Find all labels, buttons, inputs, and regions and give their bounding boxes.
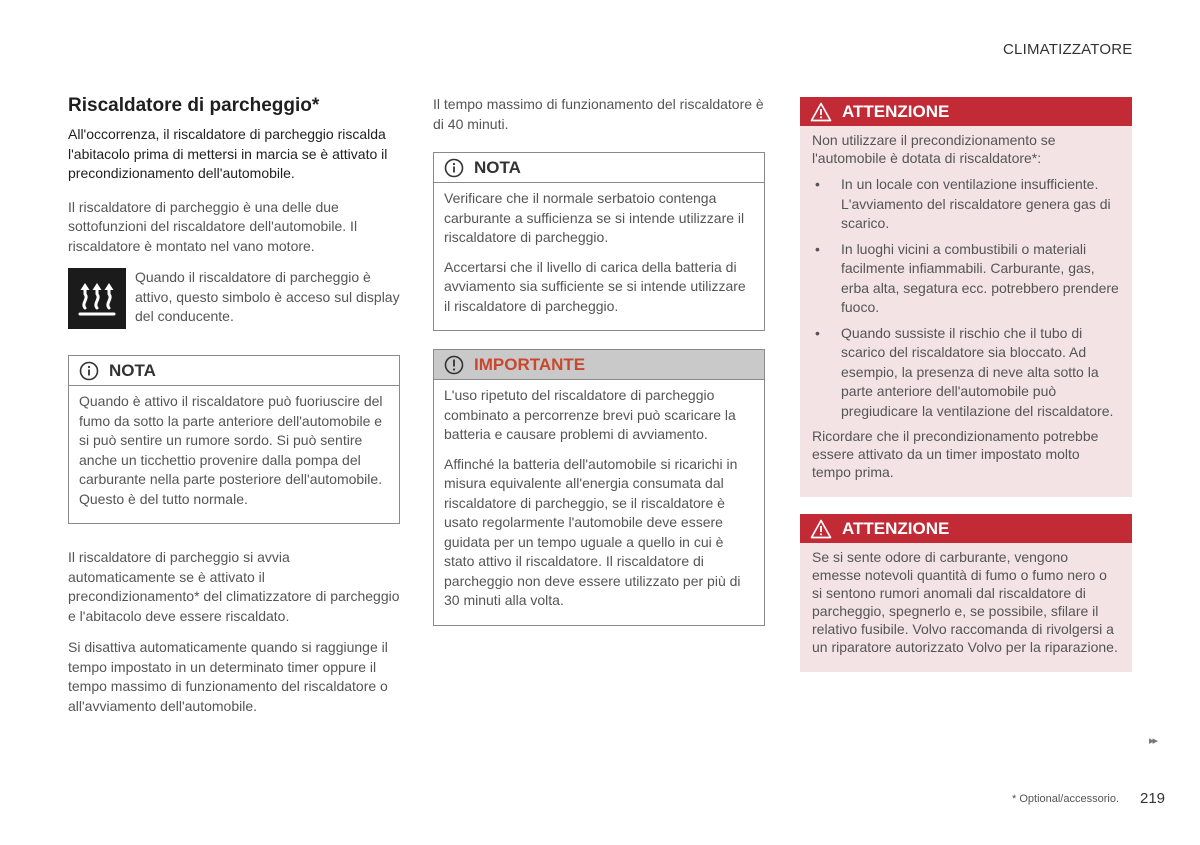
nota-label: NOTA xyxy=(474,157,521,177)
warning-text: Se si sente odore di carburante, vengono emesse notevoli quantità di fumo o fumo nero o si sentono rumori anomali dal riscaldatore di parcheggio, spegnerlo e, se possibile, sfilare il relativo fusibile. Volvo raccomanda di rivolgersi a un riparatore autorizzato Volvo per la riparazione. xyxy=(812,549,1118,655)
column-middle xyxy=(433,95,765,640)
warning-triangle-icon xyxy=(810,519,832,539)
warning-triangle-icon xyxy=(810,102,832,122)
symbol-row xyxy=(68,268,400,329)
column-right xyxy=(800,97,1132,686)
column-left xyxy=(68,93,400,728)
heater-symbol-icon xyxy=(68,268,126,329)
list-item: • Quando sussiste il rischio che il tubo di scarico del riscaldatore sia bloccato. Ad esempio, la presenza di neve alta sotto la parte anteriore dell'automobile può pregiudicare la ventilazione del riscaldatore. xyxy=(815,324,1114,419)
importante-header xyxy=(434,350,764,380)
warning-list xyxy=(812,175,1120,421)
attenzione-box xyxy=(800,514,1132,672)
attenzione-header xyxy=(800,97,1132,126)
list-item: • In un locale con ventilazione insufficiente. L'avviamento del riscaldatore genera gas di scarico. xyxy=(815,176,1111,231)
nota-box xyxy=(68,355,400,524)
attenzione-header xyxy=(800,514,1132,543)
exclamation-icon xyxy=(444,355,464,375)
nota-text: Quando è attivo il riscaldatore può fuoriuscire del fumo da sotto la parte anteriore dell'automobile e si può sentire un rumore sordo. Si può sentire anche un ticchettio provenire dalla pompa del carburante nella parte posteriore dell'automobile. Questo è del tutto normale. xyxy=(79,393,383,507)
importante-label: IMPORTANTE xyxy=(474,354,586,374)
section-title: Riscaldatore di parcheggio* xyxy=(68,95,320,116)
importante-box xyxy=(433,349,765,626)
body-paragraph: Il riscaldatore di parcheggio è una delle due sottofunzioni del riscaldatore dell'automobile. Il riscaldatore è montato nel vano motore. xyxy=(68,198,358,254)
info-icon xyxy=(79,361,99,381)
nota-header xyxy=(434,153,764,183)
symbol-description: Quando il riscaldatore di parcheggio è attivo, questo simbolo è acceso sul display del conducente. xyxy=(135,269,400,324)
nota-header xyxy=(69,356,399,386)
body-paragraph: Il riscaldatore di parcheggio si avvia automaticamente se è attivato il precondizionamento* del climatizzatore di parcheggio e l'abitacolo deve essere riscaldato. xyxy=(68,549,400,624)
list-item: • In luoghi vicini a combustibili o materiali facilmente infiammabili. Carburante, gas, erba alta, segatura ecc. potrebbero prendere fuoco. xyxy=(815,240,1119,315)
nota-box xyxy=(433,152,765,331)
body-paragraph: Si disattiva automaticamente quando si raggiunge il tempo impostato in un determinato timer oppure il tempo massimo di funzionamento del riscaldatore o all'avviamento dell'automobile. xyxy=(68,639,388,714)
attenzione-box xyxy=(800,97,1132,497)
attenzione-label: ATTENZIONE xyxy=(842,518,950,538)
running-header: CLIMATIZZATORE xyxy=(1003,41,1133,58)
nota-text: Accertarsi che il livello di carica della batteria di avviamento sia sufficiente se si intende utilizzare il riscaldatore di parcheggio. xyxy=(444,258,746,314)
importante-text: Affinché la batteria dell'automobile si ricarichi in misura equivalente all'energia consumata dal riscaldatore di parcheggio, se il riscaldatore è usato regolarmente l'automobile deve essere guidata per un tempo uguale a quello in cui è stato attivo il riscaldatore. Il riscaldatore di parcheggio non deve essere utilizzato per più di 30 minuti alla volta. xyxy=(444,455,741,608)
attenzione-label: ATTENZIONE xyxy=(842,101,950,121)
warning-intro: Non utilizzare il precondizionamento se l'automobile è dotata di riscaldatore*: xyxy=(812,132,1056,166)
continue-arrow-icon: ▸▸ xyxy=(1149,735,1157,747)
footnote: * Optional/accessorio. xyxy=(1012,793,1119,805)
info-icon xyxy=(444,158,464,178)
nota-text: Verificare che il normale serbatoio contenga carburante a sufficienza se si intende utilizzare il riscaldatore di parcheggio. xyxy=(444,190,745,245)
lead-paragraph: All'occorrenza, il riscaldatore di parcheggio riscalda l'abitacolo prima di mettersi in marcia se è attivato il precondizionamento dell'automobile. xyxy=(68,126,388,181)
warning-outro: Ricordare che il precondizionamento potrebbe essere attivato da un timer impostato molto tempo prima. xyxy=(812,428,1099,480)
importante-text: L'uso ripetuto del riscaldatore di parcheggio combinato a percorrenze brevi può scaricare la batteria e causare problemi di avviamento. xyxy=(444,387,736,442)
body-paragraph: Il tempo massimo di funzionamento del riscaldatore è di 40 minuti. xyxy=(433,96,764,132)
nota-label: NOTA xyxy=(109,360,156,380)
page-number: 219 xyxy=(1140,790,1166,807)
